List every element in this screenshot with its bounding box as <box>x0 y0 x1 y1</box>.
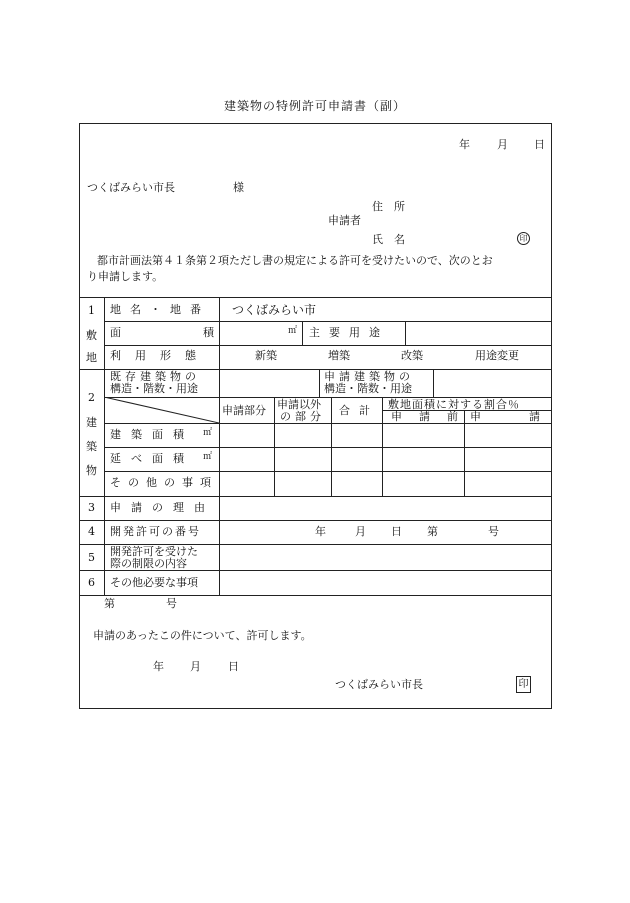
date-day: 日 <box>534 138 545 151</box>
footer-month: 月 <box>190 660 201 673</box>
statement-line2: り申請します。 <box>87 270 164 283</box>
rule-col-other <box>331 397 332 496</box>
rule-section4-top <box>79 520 552 521</box>
planned-label-2: 構造・階数・用途 <box>324 382 412 395</box>
date-year: 年 <box>459 138 470 151</box>
section1-heading-2: 地 <box>86 351 97 364</box>
planned-label-1: 申請建築物の <box>324 370 414 383</box>
rule-s1-r2 <box>104 345 552 346</box>
section6-label: その他必要な事項 <box>110 576 198 589</box>
address-label: 住 所 <box>372 200 405 213</box>
section4-label: 開発許可の番号 <box>110 525 201 538</box>
rule-num-col-a <box>104 297 105 471</box>
section3-label: 申請の理由 <box>110 501 215 514</box>
addressee: つくばみらい市長 <box>87 181 175 194</box>
footer-number-prefix: 第 <box>104 597 115 610</box>
existing-label-2: 構造・階数・用途 <box>110 382 198 395</box>
applicant-seal-mark: 印 <box>517 232 530 245</box>
footer-year: 年 <box>153 660 164 673</box>
rule-num-col-b <box>104 471 105 595</box>
usage-type-label: 利用形態 <box>110 349 210 362</box>
row-floor-area: 延べ面積 <box>110 452 194 465</box>
permit-text: 申請のあったこの件について、許可します。 <box>93 629 312 642</box>
main-usage-label: 主要用途 <box>309 326 389 339</box>
existing-label-1: 既存建築物の <box>110 370 200 383</box>
section5-label-1: 開発許可を受けた <box>110 545 198 558</box>
rule-section1-top <box>79 297 552 298</box>
section4-number: 4 <box>88 525 95 538</box>
row-other-items: その他の事項 <box>110 476 218 489</box>
applicant-label: 申請者 <box>328 214 361 227</box>
rule-existing-split <box>319 369 320 397</box>
rule-col-apply <box>274 397 275 496</box>
footer-number-suffix: 号 <box>166 597 177 610</box>
footer-mayor: つくばみらい市長 <box>335 678 423 691</box>
section5-number: 5 <box>88 551 95 564</box>
col-other-part-2: の部分 <box>280 410 325 423</box>
date-month: 月 <box>497 138 508 151</box>
addressee-honorific: 様 <box>233 181 244 194</box>
usage-option-extension: 増築 <box>328 349 350 362</box>
rule-section3-top <box>79 496 552 497</box>
permit-month: 月 <box>355 525 366 538</box>
section6-number: 6 <box>88 576 95 589</box>
permit-go: 号 <box>488 525 499 538</box>
area-label-first: 面 <box>110 326 121 339</box>
permit-dai: 第 <box>427 525 438 538</box>
col-apply-part: 申請部分 <box>222 404 266 417</box>
row-floor-area-unit: ㎡ <box>203 452 213 462</box>
usage-option-new: 新築 <box>255 349 277 362</box>
rule-s2-r2 <box>104 447 552 448</box>
usage-option-change: 用途変更 <box>475 349 519 362</box>
area-unit: ㎡ <box>288 326 298 336</box>
col-before: 申請前 <box>391 410 475 423</box>
section1-number: 1 <box>88 304 95 317</box>
col-after: 申請 <box>470 410 588 423</box>
footer-day: 日 <box>228 660 239 673</box>
row-building-area-unit: ㎡ <box>203 428 213 438</box>
section2-number: 2 <box>88 391 95 404</box>
section2-heading-2: 築 <box>86 440 97 453</box>
rule-usage-split <box>405 321 406 345</box>
area-label-second: 積 <box>203 326 214 339</box>
section1-heading-1: 敷 <box>86 329 97 342</box>
statement-line1: 都市計画法第４１条第２項ただし書の規定による許可を受けたいので、次のとお <box>97 254 493 267</box>
rule-area-split <box>302 321 303 345</box>
col-other-part-1: 申請以外 <box>277 398 321 411</box>
permit-day: 日 <box>391 525 402 538</box>
rule-planned-split <box>433 369 434 397</box>
col-ratio: 敷地面積に対する割合％ <box>388 398 520 411</box>
rule-s2-r1 <box>104 423 552 424</box>
rule-s1-r1 <box>104 321 552 322</box>
name-label: 氏 名 <box>372 233 405 246</box>
permit-year: 年 <box>315 525 326 538</box>
rule-section6-top <box>79 570 552 571</box>
rule-footer-top <box>79 595 552 596</box>
rule-col-total <box>382 397 383 496</box>
rule-s2-r3 <box>104 471 552 472</box>
section3-number: 3 <box>88 501 95 514</box>
location-value: つくばみらい市 <box>232 303 317 317</box>
footer-seal: 印 <box>516 676 531 693</box>
section5-label-2: 際の制限の内容 <box>110 557 187 570</box>
usage-option-rebuild: 改築 <box>401 349 423 362</box>
section2-heading-3: 物 <box>86 464 97 477</box>
header-diagonal <box>104 397 219 423</box>
document-title: 建築物の特例許可申請書（副） <box>223 99 406 113</box>
row-building-area: 建築面積 <box>110 428 194 441</box>
section2-heading-1: 建 <box>86 416 97 429</box>
rule-label-col <box>219 297 220 595</box>
col-total: 合計 <box>339 404 379 417</box>
location-label: 地名・地番 <box>110 303 210 316</box>
